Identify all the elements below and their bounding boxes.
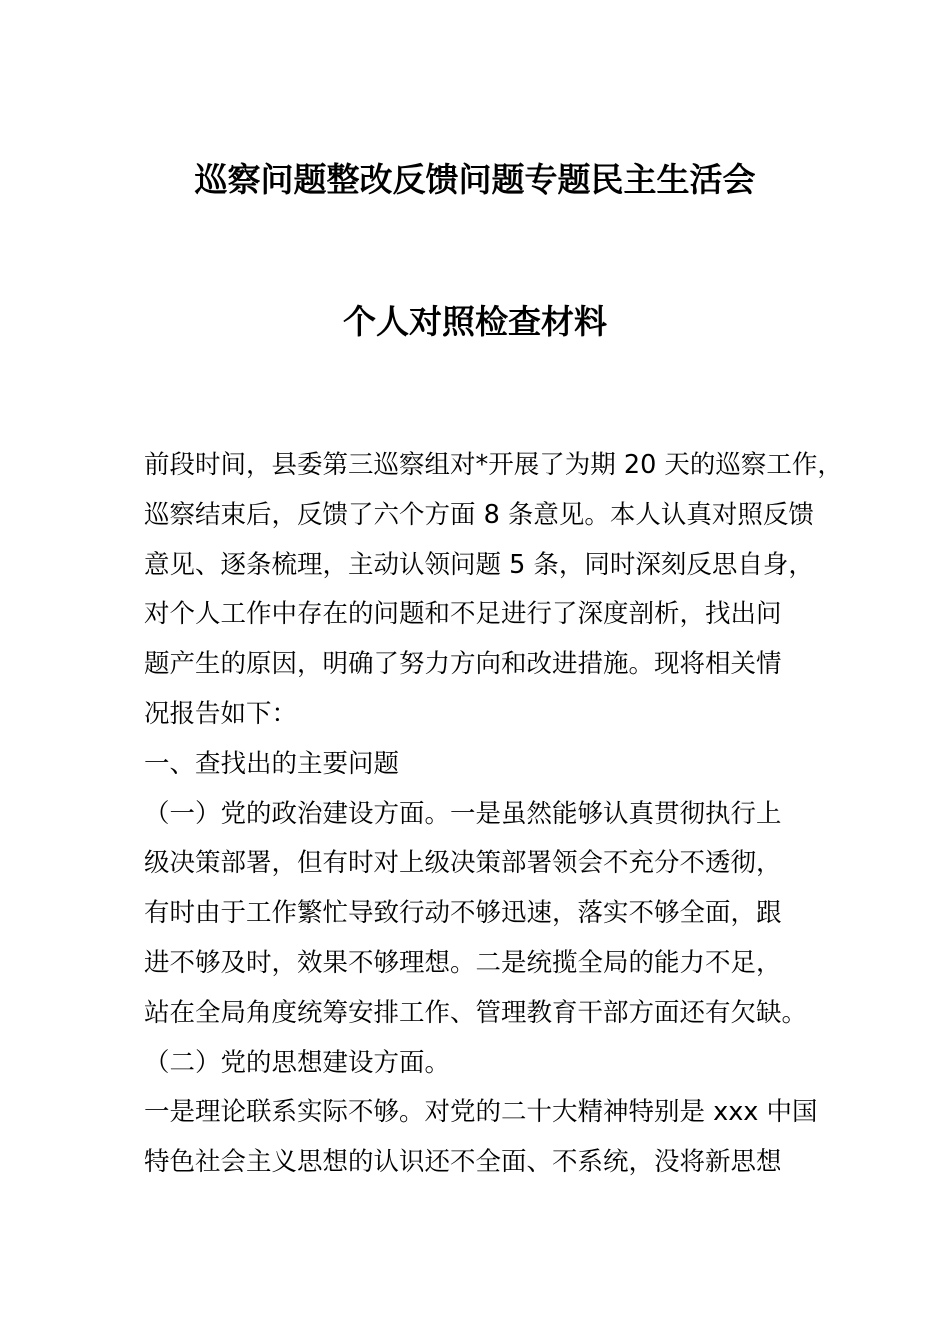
body-line: 有时由于工作繁忙导致行动不够迅速，落实不够全面，跟 (144, 898, 782, 929)
body-line: 对个人工作中存在的问题和不足进行了深度剖析，找出问 (144, 599, 782, 630)
body-line: 进不够及时，效果不够理想。二是统揽全局的能力不足， (144, 947, 782, 978)
body-line: 站在全局角度统筹安排工作、管理教育干部方面还有欠缺。 (144, 997, 808, 1028)
body-line: 前段时间，县委第三巡察组对*开展了为期 20 天的巡察工作， (144, 450, 843, 480)
subsection-heading: （二）党的思想建设方面。 (144, 1047, 451, 1078)
document-title-line-2: 个人对照检查材料 (343, 302, 607, 341)
document-title-line-1: 巡察问题整改反馈问题专题民主生活会 (194, 160, 756, 199)
body-line: 巡察结束后，反馈了六个方面 8 条意见。本人认真对照反馈 (144, 499, 814, 530)
body-line: 题产生的原因，明确了努力方向和改进措施。现将相关情 (144, 649, 782, 680)
body-line: 意见、逐条梳理，主动认领问题 5 条，同时深刻反思自身， (144, 549, 814, 580)
body-line: （一）党的政治建设方面。一是虽然能够认真贯彻执行上 (144, 798, 782, 829)
body-line: 一是理论联系实际不够。对党的二十大精神特别是 xxx 中国 (144, 1097, 818, 1128)
body-line: 特色社会主义思想的认识还不全面、不系统，没将新思想 (144, 1147, 782, 1178)
body-line: 况报告如下： (144, 698, 298, 729)
body-line: 级决策部署，但有时对上级决策部署领会不充分不透彻， (144, 848, 782, 879)
document-body (144, 441, 843, 1188)
section-heading: 一、查找出的主要问题 (144, 748, 400, 779)
